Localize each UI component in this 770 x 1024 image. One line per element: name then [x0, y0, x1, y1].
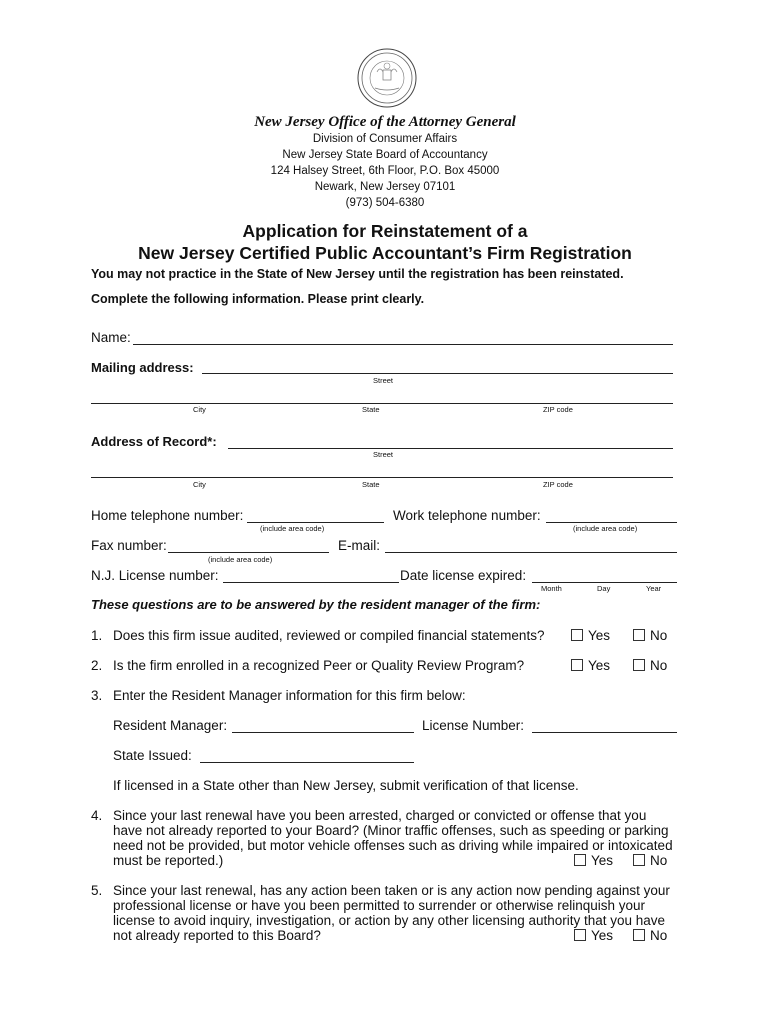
q1-yes-option[interactable]: [571, 628, 610, 643]
q2-no-option[interactable]: [633, 658, 667, 673]
state-issued-label: State Issued:: [113, 748, 192, 763]
form-title: [0, 220, 770, 264]
verification-note: If licensed in a State other than New Jersey, submit verification of that license.: [113, 778, 579, 793]
checkbox-icon[interactable]: [574, 929, 586, 941]
zip-caption: ZIP code: [543, 480, 573, 489]
question-number: 2.: [91, 658, 103, 673]
address-block: [0, 131, 770, 211]
record-city-state-zip-field[interactable]: [91, 477, 673, 478]
question-5-line: professional license or have you been permitted to surrender or otherwise relinquish your: [113, 898, 646, 913]
area-code-caption: (include area code): [260, 524, 325, 533]
record-street-field[interactable]: [228, 448, 673, 449]
form-title-line1: Application for Reinstatement of a: [242, 221, 528, 241]
question-4-line: Since your last renewal have you been arrested, charged or convicted or offense that you: [113, 808, 647, 823]
area-code-caption: (include area code): [573, 524, 638, 533]
question-number: 5.: [91, 883, 103, 898]
month-caption: Month: [541, 584, 562, 593]
checkbox-icon[interactable]: [633, 854, 645, 866]
area-code-caption: (include area code): [208, 555, 273, 564]
mailing-address-label: Mailing address:: [91, 360, 194, 375]
work-phone-field[interactable]: [546, 522, 677, 523]
section-heading: These questions are to be answered by the resident manager of the firm:: [91, 597, 541, 612]
state-caption: State: [362, 480, 380, 489]
license-number-field[interactable]: [223, 582, 399, 583]
question-2: Is the firm enrolled in a recognized Peer or Quality Review Program?: [113, 658, 525, 673]
work-phone-label: Work telephone number:: [393, 508, 541, 523]
home-phone-field[interactable]: [247, 522, 384, 523]
street-caption: Street: [373, 376, 394, 385]
question-5-line: Since your last renewal, has any action been taken or is any action now pending against your: [113, 883, 670, 898]
mailing-street-field[interactable]: [202, 373, 673, 374]
question-4-line: need not be provided, but motor vehicle offenses such as driving while impaired or intoxicated: [113, 838, 673, 853]
fax-label: Fax number:: [91, 538, 167, 553]
license-number-label: N.J. License number:: [91, 568, 219, 583]
no-label: No: [650, 928, 668, 943]
date-expired-field[interactable]: [532, 582, 677, 583]
checkbox-icon[interactable]: [633, 659, 645, 671]
address-line: Division of Consumer Affairs: [312, 133, 458, 145]
address-line: Newark, New Jersey 07101: [314, 181, 456, 193]
state-seal-logo: [357, 48, 417, 108]
form-title-line2: New Jersey Certified Public Accountant’s Firm Registration: [138, 243, 632, 263]
q2-yes-option[interactable]: [571, 658, 610, 673]
address-line: (973) 504-6380: [345, 197, 425, 209]
state-caption: State: [362, 405, 380, 414]
address-line: New Jersey State Board of Accountancy: [282, 149, 488, 161]
resident-manager-label: Resident Manager:: [113, 718, 228, 733]
practice-notice: You may not practice in the State of New Jersey until the registration has been reinstated.: [91, 267, 624, 281]
name-field[interactable]: [133, 344, 673, 345]
city-caption: City: [193, 405, 206, 414]
no-label: No: [650, 628, 668, 643]
question-3: Enter the Resident Manager information for this firm below:: [113, 688, 466, 703]
agency-name: New Jersey Office of the Attorney General: [254, 114, 516, 130]
question-1: Does this firm issue audited, reviewed or compiled financial statements?: [113, 628, 545, 643]
name-label: Name:: [91, 330, 131, 345]
city-caption: City: [193, 480, 206, 489]
no-label: No: [650, 658, 668, 673]
mailing-city-state-zip-field[interactable]: [91, 403, 673, 404]
checkbox-icon[interactable]: [571, 629, 583, 641]
resident-manager-field[interactable]: [232, 732, 414, 733]
license-number-label-2: License Number:: [422, 718, 525, 733]
checkbox-icon[interactable]: [574, 854, 586, 866]
address-of-record-label: Address of Record*:: [91, 434, 217, 449]
question-number: 4.: [91, 808, 103, 823]
checkbox-icon[interactable]: [633, 629, 645, 641]
date-expired-label: Date license expired:: [400, 568, 527, 583]
state-issued-field[interactable]: [200, 762, 414, 763]
street-caption: Street: [373, 450, 394, 459]
fax-field[interactable]: [168, 552, 329, 553]
email-field[interactable]: [385, 552, 677, 553]
question-5-line: not already reported to this Board?: [113, 928, 321, 943]
email-label: E-mail:: [338, 538, 381, 553]
resident-license-field[interactable]: [532, 732, 677, 733]
yes-label: Yes: [588, 628, 611, 643]
q4-yes-option[interactable]: [574, 853, 613, 868]
instructions: Complete the following information. Please print clearly.: [91, 292, 425, 306]
q1-no-option[interactable]: [633, 628, 667, 643]
no-label: No: [650, 853, 668, 868]
checkbox-icon[interactable]: [633, 929, 645, 941]
question-5-line: license to avoid inquiry, investigation, or action by any other licensing authority that you have: [113, 913, 666, 928]
home-phone-label: Home telephone number:: [91, 508, 244, 523]
question-number: 3.: [91, 688, 103, 703]
q4-no-option[interactable]: [633, 853, 667, 868]
q5-yes-option[interactable]: [574, 928, 613, 943]
question-4-line: have not already reported to your Board? (Minor traffic offenses, such as speeding or parking: [113, 823, 669, 838]
yes-label: Yes: [591, 853, 614, 868]
question-4-line: must be reported.): [113, 853, 224, 868]
yes-label: Yes: [591, 928, 614, 943]
checkbox-icon[interactable]: [571, 659, 583, 671]
yes-label: Yes: [588, 658, 611, 673]
day-caption: Day: [597, 584, 611, 593]
question-number: 1.: [91, 628, 103, 643]
zip-caption: ZIP code: [543, 405, 573, 414]
year-caption: Year: [646, 584, 662, 593]
q5-no-option[interactable]: [633, 928, 667, 943]
address-line: 124 Halsey Street, 6th Floor, P.O. Box 45000: [270, 165, 500, 177]
